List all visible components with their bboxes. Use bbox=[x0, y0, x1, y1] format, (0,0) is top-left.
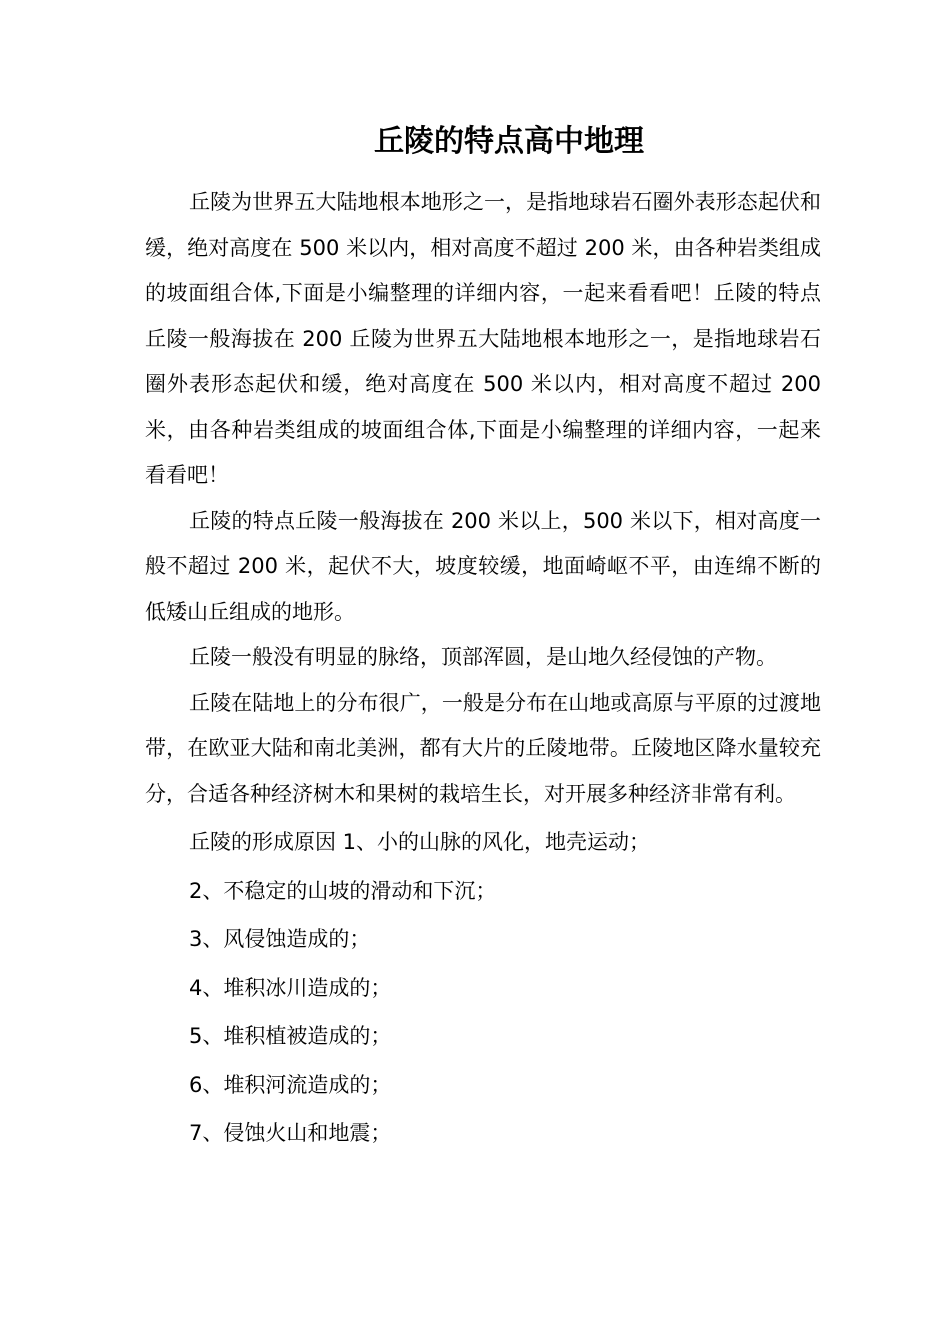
list-item: 3、风侵蚀造成的； bbox=[189, 927, 371, 951]
list-item: 6、堆积河流造成的； bbox=[189, 1072, 392, 1097]
list-item: 2、不稳定的山坡的滑动和下沉； bbox=[189, 878, 497, 903]
paragraph-features: 丘陵的特点丘陵一般海拔在 200 米以上，500 米以下，相对高度一般不超过 200 米，起伏不大，坡度较缓，地面崎岖不平，由连绵不断的低矮山丘组成的地形。 bbox=[145, 508, 821, 624]
document-title: 丘陵的特点高中地理 bbox=[374, 124, 644, 159]
list-item: 7、侵蚀火山和地震； bbox=[189, 1121, 392, 1145]
paragraph-shape: 丘陵一般没有明显的脉络，顶部浑圆，是山地久经侵蚀的产物。 bbox=[189, 645, 777, 669]
paragraph-intro: 丘陵为世界五大陆地根本地形之一，是指地球岩石圈外表形态起伏和缓，绝对高度在 500 米以内，相对高度不超过 200 米，由各种岩类组成的坡面组合体,下面是小编整理的详细内容，一起来看看吧！丘陵的特点丘陵一般海拔在 200 丘陵为世界五大陆地根本地形之一，是指地球岩石圈外表形态起伏和缓，绝对高度在 500 米以内，相对高度不超过 200 米，由各种岩类组成的坡面组合体,下面是小编整理的详细内容，一起来看看吧！ bbox=[145, 190, 821, 487]
document-body bbox=[145, 180, 821, 1157]
list-item: 丘陵的形成原因 1、小的山脉的风化，地壳运动； bbox=[189, 830, 651, 854]
list-item: 5、堆积植被造成的； bbox=[189, 1024, 392, 1048]
paragraph-distribution: 丘陵在陆地上的分布很广，一般是分布在山地或高原与平原的过渡地带，在欧亚大陆和南北美洲，都有大片的丘陵地带。丘陵地区降水量较充分，合适各种经济树木和果树的栽培生长，对开展多种经济非常有利。 bbox=[145, 690, 821, 806]
list-item: 4、堆积冰川造成的； bbox=[189, 975, 392, 1000]
